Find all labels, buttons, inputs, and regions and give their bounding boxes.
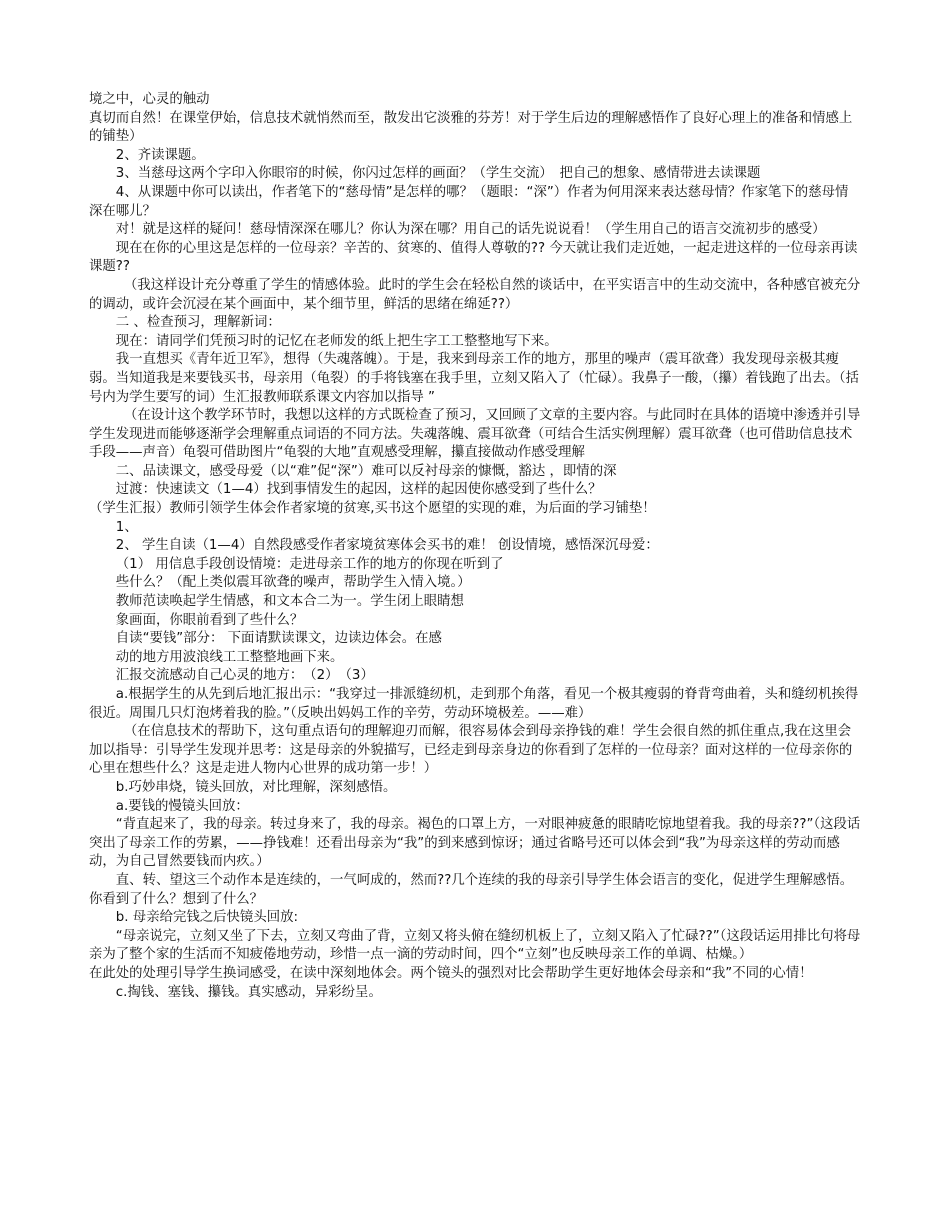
paragraph: 动的地方用波浪线工工整整地画下来。: [115, 649, 344, 665]
paragraph: 3、当慈母这两个字印入你眼帘的时候，你闪过怎样的画面？（学生交流） 把自己的想象、感情带进去读课题: [115, 166, 761, 182]
paragraph: 真切而自然！在课堂伊始，信息技术就悄然而至，散发出它淡雅的芬芳！对于学生后边的理解感悟作了良好心理上的准备和情感上的铺垫）: [89, 110, 853, 145]
paragraph: “背直起来了，我的母亲。转过身来了，我的母亲。褐色的口罩上方，一对眼神疲惫的眼睛吃惊地望着我。我的母亲??”（这段话突出了母亲工作的劳累，——挣钱难！还看出母亲为“我”的到来感到惊讶；通过省略号还可以体会到“我”为母亲这样的劳动而感动，为自己冒然要钱而内疚。）: [89, 817, 861, 870]
paragraph: 教师范读唤起学生情感，和文本合二为一。学生闭上眼睛想: [115, 594, 464, 610]
paragraph: 我一直想买《青年近卫军》，想得（失魂落魄）。于是，我来到母亲工作的地方，那里的噪声（震耳欲聋）我发现母亲极其瘦弱。当知道我是来要钱买书，母亲用（龟裂）的手将钱塞在我手里，立刻又陷入了（忙碌）。我鼻子一酸，（攥）着钱跑了出去。（括号内为学生要写的词）生汇报教师联系课文内容加以指导 ”: [89, 352, 859, 405]
paragraph: a.要钱的慢镜头回放：: [115, 798, 249, 814]
paragraph: （我这样设计充分尊重了学生的情感体验。此时的学生会在轻松自然的谈话中，在平实语言中的生动交流中，各种感官被充分的调动，或许会沉浸在某个画面中，某个细节里，鲜活的思绪在绵延??）: [89, 277, 861, 312]
paragraph: 对！就是这样的疑问！慈母情深深在哪儿？你认为深在哪？用自己的话先说说看！（学生用自己的语言交流初步的感受）: [115, 222, 826, 238]
paragraph: 直、转、望这三个动作本是连续的，一气呵成的，然而??几个连续的我的母亲引导学生体会语言的变化，促进学生理解感悟。你看到了什么？想到了什么？: [89, 872, 854, 907]
paragraph: （在信息技术的帮助下，这句重点语句的理解迎刃而解，很容易体会到母亲挣钱的难！学生会很自然的抓住重点,我在这里会加以指导：引导学生发现并思考：这是母亲的外貌描写，已经走到母亲身边的你看到了怎样的一位母亲？面对这样的一位母亲你的心里在想些什么？这是走进人物内心世界的成功第一步！）: [89, 724, 853, 777]
paragraph: 2、齐读课题。: [115, 147, 205, 163]
paragraph: （学生汇报）教师引领学生体会作者家境的贫寒,买书这个愿望的实现的难，为后面的学习铺垫！: [89, 501, 656, 517]
paragraph: 现在在你的心里这是怎样的一位母亲？辛苦的、贫寒的、值得人尊敬的?? 今天就让我们走近她，一起走进这样的一位母亲再读课题??: [89, 240, 858, 275]
paragraph: 过渡：快速读文（1—4）找到事情发生的起因，这样的起因使你感受到了些什么？: [115, 482, 602, 498]
paragraph: 境之中，心灵的触动: [89, 92, 210, 107]
paragraph: 1、: [115, 519, 138, 535]
paragraph: “母亲说完，立刻又坐了下去，立刻又弯曲了背，立刻又将头俯在缝纫机板上了，立刻又陷入了忙碌??”（这段话运用排比句将母亲为了整个家的生活而不知疲倦地劳动，珍惜一点一滴的劳动时间，四个“立刻”也反映母亲工作的单调、枯燥。）: [89, 928, 861, 963]
paragraph: （在设计这个教学环节时，我想以这样的方式既检查了预习，又回顾了文章的主要内容。与此同时在具体的语境中渗透并引导学生发现进而能够逐渐学会理解重点词语的不同方法。失魂落魄、震耳欲聋（可结合生活实例理解）震耳欲聋（也可借助信息技术手段——声音）龟裂可借助图片“龟裂的大地”直观感受理解，攥直接做动作感受理解: [89, 408, 861, 461]
paragraph: b.巧妙串烧，镜头回放，对比理解，深刻感悟。: [115, 779, 397, 795]
paragraph: 二、品读课文，感受母爱（以“难”促“深”）难可以反衬母亲的慷慨，豁达 ，即情的深: [115, 463, 617, 479]
paragraph: c.掏钱、塞钱、攥钱。真实感动，异彩纷呈。: [115, 984, 382, 1000]
paragraph: a.根据学生的从先到后地汇报出示：“我穿过一排派缝纫机，走到那个角落，看见一个极其瘦弱的脊背弯曲着，头和缝纫机挨得很近。周围几只灯泡烤着我的脸。”（反映出妈妈工作的辛劳，劳动环境极差。——难）: [89, 687, 859, 721]
document-body: [89, 91, 861, 1002]
paragraph: 自读“要钱”部分： 下面请默读课文，边读边体会。在感: [115, 631, 442, 647]
paragraph: b. 母亲给完钱之后快镜头回放:: [115, 910, 299, 926]
paragraph: 汇报交流感动自己心灵的地方： （2） （3）: [115, 668, 374, 684]
paragraph: 4、从课题中你可以读出，作者笔下的“慈母情”是怎样的哪？（题眼：“深”）作者为何用深来表达慈母情？作家笔下的慈母情深在哪儿？: [89, 184, 849, 219]
paragraph: （1） 用信息手段创设情境：走进母亲工作的地方的你现在听到了: [115, 556, 504, 572]
paragraph: 在此处的处理引导学生换词感受，在读中深刻地体会。两个镜头的强烈对比会帮助学生更好地体会母亲和“我”不同的心情！: [89, 965, 813, 981]
paragraph: 2、 学生自读（1—4）自然段感受作者家境贫寒体会买书的难！ 创设情境，感悟深沉母爱：: [115, 538, 659, 554]
paragraph: 二 、检查预习，理解新词：: [115, 315, 281, 331]
paragraph: 象画面，你眼前看到了些什么？: [115, 612, 304, 628]
paragraph: 现在：请同学们凭预习时的记忆在老师发的纸上把生字工工整整地写下来。: [115, 333, 558, 349]
paragraph: 些什么？（配上类似震耳欲聋的噪声，帮助学生入情入境。）: [115, 575, 471, 591]
